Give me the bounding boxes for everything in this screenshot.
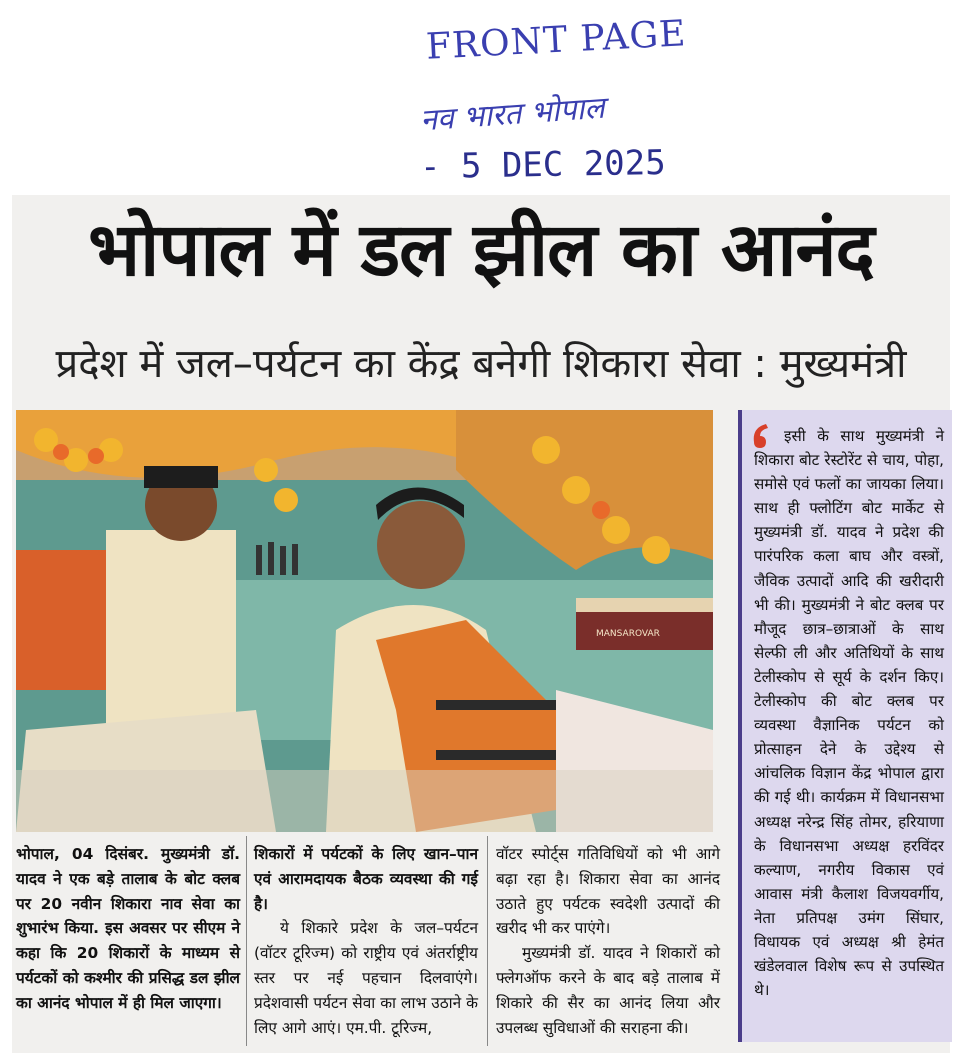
article-column-1: भोपाल, 04 दिसंबर. मुख्यमंत्री डॉ. यादव ने एक बड़े तालाब के बोट क्लब पर 20 नवीन शिकारा नाव सेवा का शुभारंभ किया. इस अवसर पर सीएम ने कहा कि 20 शिकारों के माध्यम से पर्यटकों को कश्मीर की प्रसिद्ध डल झील का आनंद भोपाल में ही मिल जाएगा। (16, 845, 240, 1012)
column-divider (487, 836, 488, 1046)
sidebar-text (754, 424, 944, 1002)
stamp-newspaper-name: नव भारत भोपाल (419, 90, 606, 139)
article-column-3 (496, 842, 720, 1040)
news-photo (16, 410, 713, 832)
boat-name-text: MANSAROVAR (596, 629, 660, 639)
column-3-para-1: वॉटर स्पोर्ट्स गतिविधियों को भी आगे बढ़ा रहा है। शिकारा सेवा का आनंद उठाते हुए पर्यटक स्वदेशी उत्पादों की खरीद भी कर पाएंगे। (496, 845, 720, 938)
sidebar-body: इसी के साथ मुख्यमंत्री ने शिकारा बोट रेस्टोरेंट से चाय, पोहा, समोसे एवं फलों का जायका लिया। साथ ही फ्लोटिंग बोट मार्केट से मुख्यमंत्री डॉ. यादव ने प्रदेश की पारंपरिक कला बाघ और वस्त्रों, जैविक उत्पादों आदि की खरीदारी भी की। मुख्यमंत्री ने बोट क्लब पर मौजूद छात्र–छात्राओं के साथ सेल्फी ली और अतिथियों के साथ टेलीस्कोप से सूर्य के दर्शन किए। टेलीस्कोप की बोट क्लब पर व्यवस्था वैज्ञानिक पर्यटन को प्रोत्साहन देने के उद्देश्य से आंचलिक विज्ञान केंद्र भोपाल द्वारा की गई थी। कार्यक्रम में विधानसभा अध्यक्ष नरेन्द्र सिंह तोमर, हरियाणा के विधानसभा अध्यक्ष हरविंदर कल्याण, नगरीय विकास एवं आवास मंत्री कैलाश विजयवर्गीय, नेता प्रतिपक्ष उमंग सिंघार, विधायक एवं अध्यक्ष श्री हेमंत खंडेलवाल विशेष रूप से उपस्थित थे। (754, 427, 944, 1000)
subheadline: प्रदेश में जल–पर्यटन का केंद्र बनेगी शिकारा सेवा : मुख्यमंत्री (55, 341, 907, 387)
stamp-date: - 5 DEC 2025 (419, 142, 666, 188)
column-3-para-2: मुख्यमंत्री डॉ. यादव ने शिकारों को फ्लेगऑफ करने के बाद बड़े तालाब में शिकारे की सैर का आनंद लिया और उपलब्ध सुविधाओं की सराहना की। (496, 944, 720, 1037)
headline: भोपाल में डल झील का आनंद (88, 207, 874, 293)
photo-illustration (16, 410, 713, 832)
column-2-body: ये शिकारे प्रदेश के जल–पर्यटन (वॉटर टूरिज्म) को राष्ट्रीय एवं अंतर्राष्ट्रीय स्तर पर नई पहचान दिलवाएंगे। प्रदेशवासी पर्यटन सेवा का लाभ उठाने के लिए आगे आएं। एम.पी. टूरिज्म, (254, 919, 478, 1037)
sidebar-box (738, 410, 952, 1042)
column-divider (246, 836, 247, 1046)
date-stamp (400, 10, 730, 190)
column-2-lead: शिकारों में पर्यटकों के लिए खान–पान एवं आरामदायक बैठक व्यवस्था की गई है। (254, 845, 478, 913)
article-column-2 (254, 842, 478, 1040)
stamp-front-page: FRONT PAGE (425, 13, 688, 68)
